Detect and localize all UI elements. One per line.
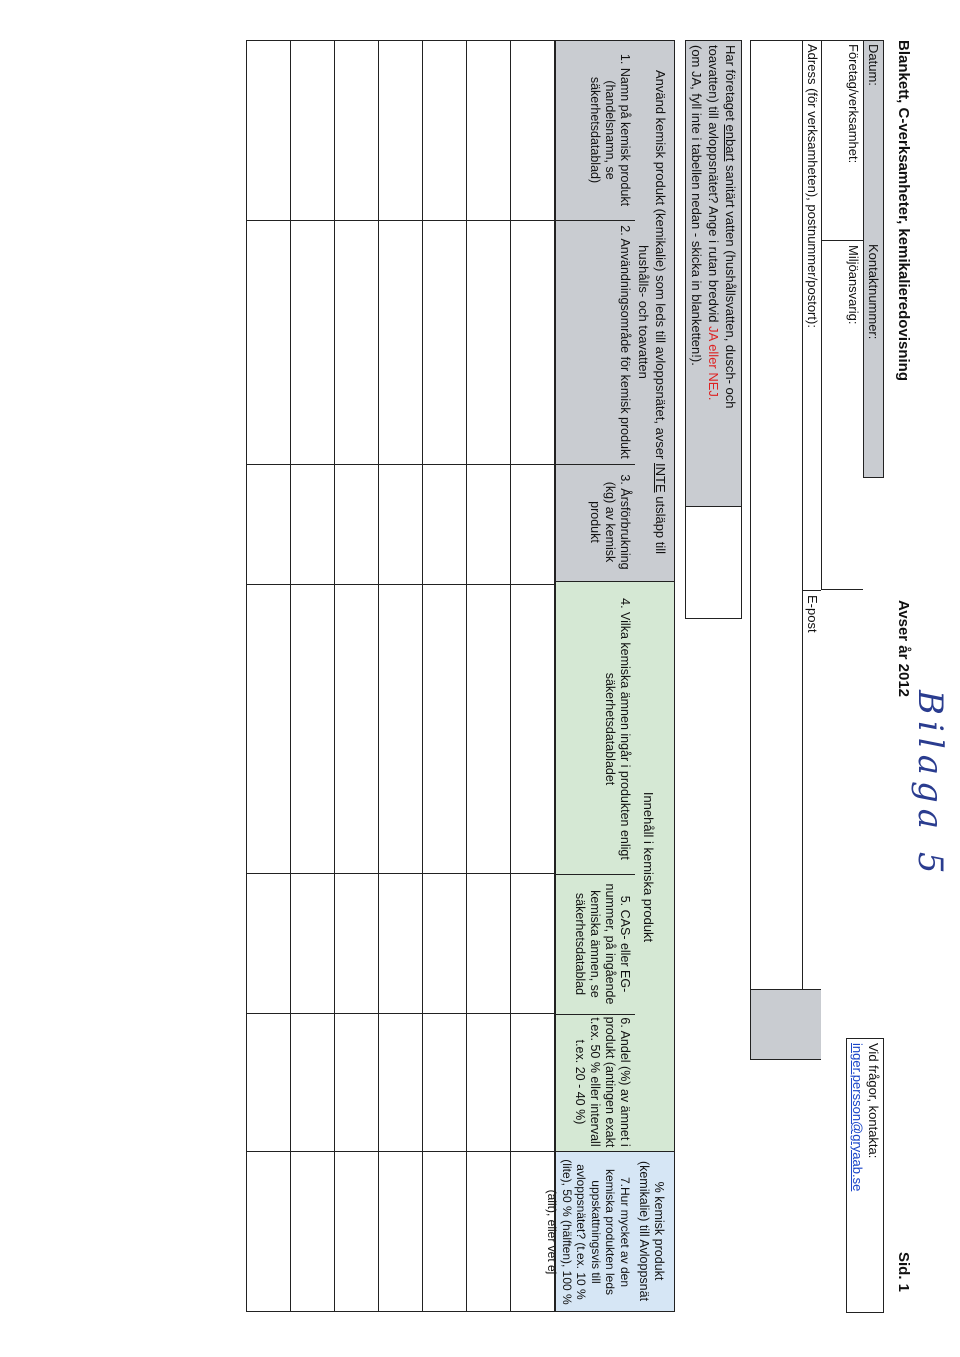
table-cell-col-5[interactable] [467,874,511,1014]
table-cell-col-1[interactable] [511,41,555,221]
table-cell-col-7[interactable] [379,1152,423,1312]
table-row [379,41,423,1312]
miljoansvarig-field[interactable] [821,240,863,590]
gray-filler [750,990,821,1060]
col-header-5: 5. CAS- eller EG-nummer, på ingående kemiska ämnen, se säkerhetsdatablad [573,883,632,1005]
chemical-table [246,40,555,1312]
table-cell-col-2[interactable] [511,220,555,464]
table-cell-col-6[interactable] [247,1014,291,1152]
table-row [423,41,467,1312]
table-cell-col-4[interactable] [511,584,555,874]
table-cell-col-4[interactable] [423,584,467,874]
epost-field[interactable] [802,590,821,990]
col-header-6: 6. Andel (%) av ämnet i produkt (antingen exakt t.ex. 50 % eller intervall t.ex. 20 - 40 %) [573,1016,632,1148]
table-cell-col-6[interactable] [291,1014,335,1152]
table-cell-col-4[interactable] [291,584,335,874]
page-title: Blankett, C-verksamheter, kemikalieredovisning [895,40,912,381]
table-cell-col-1[interactable] [379,41,423,221]
col-header-4: 4. Vilka kemiska ämnen ingår i produkten enligt säkerhetsdatabladet [603,598,632,860]
question-line-1: Har företaget enbart sanitärt vatten (hushållsvatten, dusch- och [723,45,738,409]
group-used-line-1: Använd kemisk produkt (kemikalie) som leds till avloppsnätet, avser INTE utsläpp till [653,69,668,555]
table-row [247,41,291,1312]
table-cell-col-6[interactable] [467,1014,511,1152]
table-cell-col-3[interactable] [511,464,555,584]
table-cell-col-2[interactable] [379,220,423,464]
table-cell-col-5[interactable] [291,874,335,1014]
page-number: Sid. 1 [895,1252,912,1293]
table-cell-col-1[interactable] [335,41,379,221]
miljoansvarig-label: Miljöansvarig: [846,245,861,325]
table-row [291,41,335,1312]
table-cell-col-7[interactable] [335,1152,379,1312]
table-cell-col-3[interactable] [335,464,379,584]
table-cell-col-3[interactable] [247,464,291,584]
table-cell-col-1[interactable] [423,41,467,221]
col-header-3: 3. Årsförbrukning (kg) av kemisk produkt [588,474,632,570]
contact-label: Vid frågor, kontakta: [866,1043,881,1159]
table-cell-col-5[interactable] [247,874,291,1014]
table-cell-col-2[interactable] [467,220,511,464]
table-cell-col-7[interactable] [511,1152,555,1312]
table-cell-col-3[interactable] [467,464,511,584]
table-cell-col-3[interactable] [423,464,467,584]
table-cell-col-1[interactable] [247,41,291,221]
epost-label: E-post [805,595,820,633]
table-cell-col-2[interactable] [247,220,291,464]
table-cell-col-1[interactable] [467,41,511,221]
table-row [467,41,511,1312]
table-cell-col-4[interactable] [247,584,291,874]
table-cell-col-6[interactable] [335,1014,379,1152]
table-cell-col-4[interactable] [379,584,423,874]
kontaktnummer-label: Kontaktnummer: [866,244,881,340]
col-header-1: 1. Namn på kemisk produkt (handelsnamn, se säkerhetsdatablad) [588,53,632,207]
table-cell-col-2[interactable] [423,220,467,464]
foretag-label: Företag/verksamhet: [846,44,861,164]
sanitary-water-question [685,40,742,507]
table-cell-col-4[interactable] [335,584,379,874]
table-cell-col-7[interactable] [291,1152,335,1312]
table-cell-col-7[interactable] [423,1152,467,1312]
adress-label: Adress (för verksamheten), postnummer/postort): [805,44,820,328]
table-cell-col-6[interactable] [379,1014,423,1152]
table-row [511,41,555,1312]
table-cell-col-4[interactable] [467,584,511,874]
table-cell-col-3[interactable] [379,464,423,584]
ja-nej-answer-box[interactable] [685,507,742,619]
table-cell-col-1[interactable] [291,41,335,221]
table-cell-col-5[interactable] [379,874,423,1014]
table-cell-col-7[interactable] [467,1152,511,1312]
table-cell-col-2[interactable] [291,220,335,464]
table-cell-col-3[interactable] [291,464,335,584]
contact-email-link[interactable]: inger.persson@gryaab.se [850,1043,865,1192]
table-cell-col-6[interactable] [511,1014,555,1152]
col-header-2: 2. Användningsområde för kemisk produkt [618,225,632,459]
table-cell-col-5[interactable] [423,874,467,1014]
group-used-line-2: hushålls- och toavatten [636,245,651,379]
table-cell-col-6[interactable] [423,1014,467,1152]
handwritten-annotation: Bilaga 5 [910,690,950,880]
kontaktnummer-label-cell [863,240,884,478]
table-row [335,41,379,1312]
datum-label: Datum: [866,44,881,86]
table-cell-col-7[interactable] [247,1152,291,1312]
table-cell-col-5[interactable] [335,874,379,1014]
col-header-7: 7.Hur mycket av den kemiska produkten leds uppskattningsvis till avloppsnätet? (t.ex. 10 % (lite), 50 % (hälften), 100 % (allt), eller vet ej [545,1159,632,1305]
contact-box [846,1038,884,1313]
adress-value-area[interactable] [750,40,802,990]
report-year: Avser år 2012 [895,600,912,698]
question-line-3: (om JA, fyll inte i tabellen nedan - skicka in blanketten!). [689,45,704,366]
group-pct-label: % kemisk produkt (kemikalie) till Avloppsnät [637,1160,666,1302]
table-cell-col-2[interactable] [335,220,379,464]
table-cell-col-5[interactable] [511,874,555,1014]
group-content-label: Innehåll i kemiska produkt [641,791,656,943]
question-line-2: toavatten) till avloppsnätet? Ange i rutan bredvid JA eller NEJ. [706,45,721,401]
